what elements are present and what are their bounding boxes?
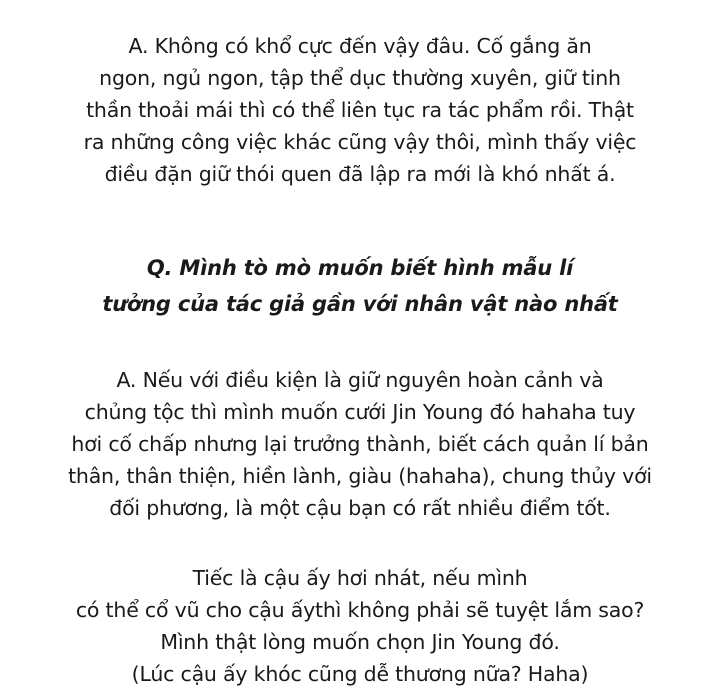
answer-2-line: hơi cố chấp nhưng lại trưởng thành, biết cách quản lí bản [71, 432, 649, 456]
answer-1-line: ra những công việc khác cũng vậy thôi, mình thấy việc [83, 130, 637, 154]
question-2-line: Q. Mình tò mò muốn biết hình mẫu lí [146, 256, 574, 280]
question-2 [0, 250, 720, 322]
answer-2-continued [0, 562, 720, 690]
answer-2-line: chủng tộc thì mình muốn cưới Jin Young đó hahaha tuy [84, 400, 636, 424]
answer-1-line: thần thoải mái thì có thể liên tục ra tác phẩm rồi. Thật [86, 98, 634, 122]
answer-2-line: thân, thân thiện, hiền lành, giàu (hahaha), chung thủy với [68, 464, 652, 488]
answer-2-cont-line: (Lúc cậu ấy khóc cũng dễ thương nữa? Haha) [131, 662, 589, 686]
answer-1 [0, 30, 720, 190]
answer-2-cont-line: Mình thật lòng muốn chọn Jin Young đó. [160, 630, 560, 654]
answer-2-cont-line: có thể cổ vũ cho cậu ấythì không phải sẽ tuyệt lắm sao? [75, 598, 645, 622]
question-2-line: tưởng của tác giả gần với nhân vật nào nhất [102, 292, 618, 316]
answer-1-line: A. Không có khổ cực đến vậy đâu. Cố gắng ăn [128, 34, 592, 58]
answer-1-line: điều đặn giữ thói quen đã lập ra mới là khó nhất á. [104, 162, 616, 186]
answer-2-line: A. Nếu với điều kiện là giữ nguyên hoàn cảnh và [116, 368, 604, 392]
answer-1-line: ngon, ngủ ngon, tập thể dục thường xuyên, giữ tinh [99, 66, 621, 90]
answer-2 [0, 364, 720, 524]
answer-2-line: đối phương, là một cậu bạn có rất nhiều điểm tốt. [109, 496, 611, 520]
answer-2-cont-line: Tiếc là cậu ấy hơi nhát, nếu mình [192, 566, 528, 590]
